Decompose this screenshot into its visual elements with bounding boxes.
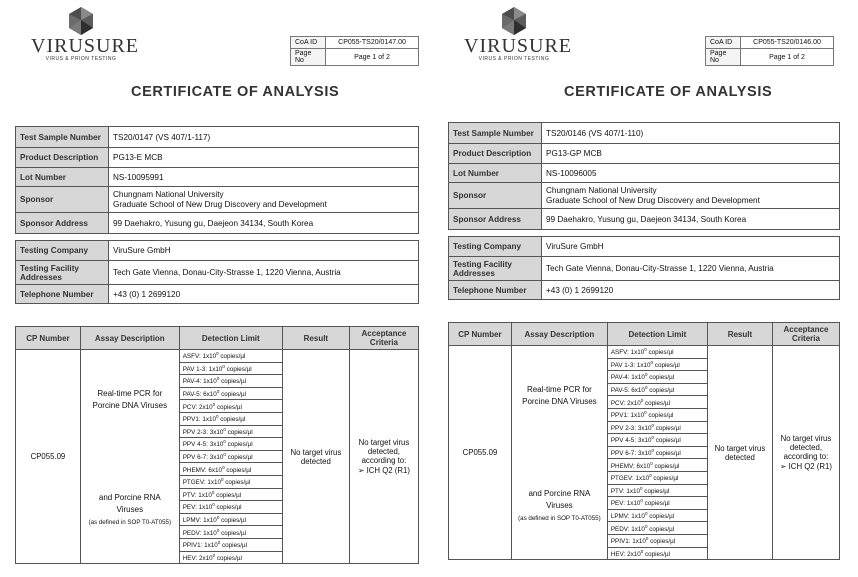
- limit-mantissa: 1x10: [203, 378, 217, 386]
- detection-limit-cell: PPV 2-3: $3x10^0$ copies/µl: [607, 421, 707, 434]
- detection-limit-cell: PTV: $1x10^0$ copies/µl: [607, 484, 707, 497]
- limit-unit: copies/µl: [226, 365, 252, 373]
- virus-name: PPV 2-3: [610, 424, 635, 432]
- detection-limit-cell: PEV: $1x10^0$ copies/µl: [179, 501, 282, 514]
- limit-unit: copies/µl: [221, 378, 247, 386]
- limit-exponent: 0: [221, 477, 224, 483]
- limit-mantissa: 1x10: [631, 525, 645, 533]
- detection-limit-cell: PPV 6-7: $3x10^0$ copies/µl: [179, 450, 282, 463]
- limit-mantissa: 1x10: [198, 504, 213, 512]
- sponsor-school: Graduate School of New Drug Discovery and Development: [113, 199, 327, 209]
- limit-unit: copies/µl: [220, 353, 246, 361]
- header-assay-description: Assay Description: [511, 323, 607, 346]
- coa-id-value: CP055-TS20/0146.00: [741, 37, 834, 49]
- sop-reference: (as defined in SOP T0-AT055): [518, 515, 601, 522]
- detection-limit-cell: PPV1: $1x10^0$ copies/µl: [607, 408, 707, 421]
- limit-unit: copies/µl: [649, 374, 675, 382]
- limit-unit: copies/µl: [648, 412, 674, 420]
- assay-description-cell: [80, 350, 179, 564]
- limit-exponent: 0: [222, 464, 225, 470]
- virus-name: PCV: [182, 403, 196, 411]
- detection-limit-cell: PPV 6-7: $3x10^0$ copies/µl: [607, 446, 707, 459]
- limit-unit: copies/µl: [227, 441, 253, 449]
- limit-exponent: 0: [222, 363, 225, 369]
- header-result: Result: [282, 327, 349, 350]
- page-no-value: Page 1 of 2: [326, 49, 419, 66]
- virus-name: PPV 2-3: [182, 428, 207, 436]
- testing-company-value: ViruSure GmbH: [542, 237, 840, 257]
- telephone-value: +43 (0) 1 2699120: [109, 285, 419, 304]
- dna-assay-line-2: Porcine DNA Viruses: [92, 401, 168, 410]
- limit-mantissa: 1x10: [202, 353, 217, 361]
- lot-number-value: NS-10095991: [109, 168, 419, 187]
- virus-name: PTV: [182, 491, 195, 499]
- limit-unit: copies/µl: [648, 349, 674, 357]
- arrow-bullet-icon: ➢: [779, 462, 787, 472]
- detection-limit-cell: PPIV1: $1x10^0$ copies/µl: [607, 534, 707, 547]
- virus-name: PEV: [182, 504, 196, 512]
- acceptance-criteria-cell: [772, 346, 839, 560]
- limit-unit: copies/µl: [650, 538, 676, 546]
- testing-info-table: [448, 236, 840, 300]
- limit-unit: copies/µl: [645, 399, 670, 407]
- sample-number-value: TS20/0147 (VS 407/1-117): [109, 127, 419, 148]
- virus-name: PHEMV: [182, 466, 205, 474]
- limit-mantissa: 1x10: [204, 542, 218, 550]
- virus-name: ASFV: [182, 353, 199, 361]
- virusure-logo: [464, 6, 573, 64]
- virus-name: PEV: [610, 500, 624, 508]
- detection-limit-cell: PEDV: $1x10^0$ copies/µl: [179, 526, 282, 539]
- detection-limit-cell: PAV 1-3: $1x10^0$ copies/µl: [607, 358, 707, 371]
- lot-number-label: Lot Number: [16, 168, 109, 187]
- virus-name: PEDV: [182, 529, 200, 537]
- limit-unit: copies/µl: [221, 391, 247, 399]
- detection-limit-cell: PPIV1: $1x10^0$ copies/µl: [179, 538, 282, 551]
- virus-name: PCV: [610, 399, 624, 407]
- page-no-value: Page 1 of 2: [741, 49, 834, 66]
- limit-mantissa: 1x10: [631, 513, 645, 521]
- limit-exponent: 0: [216, 389, 220, 395]
- limit-unit: copies/µl: [655, 450, 681, 458]
- sample-info-table: [448, 122, 840, 230]
- limit-unit: copies/µl: [654, 361, 680, 369]
- limit-unit: copies/µl: [221, 529, 247, 537]
- sponsor-address-value: 99 Daehakro, Yusung gu, Daejeon 34134, South Korea: [542, 209, 840, 230]
- detection-limit-cell: PPV 4-5: $3x10^0$ copies/µl: [607, 434, 707, 447]
- limit-unit: copies/µl: [227, 454, 253, 462]
- detection-limit-cell: HEV: $2x10^0$ copies/µl: [179, 551, 282, 564]
- limit-mantissa: 1x10: [203, 517, 217, 525]
- limit-mantissa: 3x10: [637, 424, 652, 432]
- limit-exponent: 0: [216, 527, 220, 533]
- sample-info-table: [15, 126, 419, 234]
- virus-name: PPV 4-5: [182, 441, 207, 449]
- limit-unit: copies/µl: [220, 416, 246, 424]
- detection-limit-cell: LPMV: $1x10^0$ copies/µl: [607, 509, 707, 522]
- limit-unit: copies/µl: [649, 525, 675, 533]
- virus-name: HEV: [182, 554, 196, 562]
- detection-limit-cell: ASFV: $1x10^0$ copies/µl: [179, 350, 282, 363]
- logo-wordmark: VIRUSURE: [464, 35, 573, 57]
- limit-unit: copies/µl: [216, 491, 242, 499]
- result-line-1: No target virus: [714, 443, 766, 453]
- header-assay-description: Assay Description: [80, 327, 179, 350]
- sponsor-name: Chungnam National University: [546, 185, 657, 195]
- virus-name: PTGEV: [610, 475, 632, 483]
- limit-unit: copies/µl: [649, 387, 675, 395]
- limit-mantissa: 1x10: [202, 416, 216, 424]
- limit-exponent: 0: [650, 460, 653, 466]
- sponsor-value: [109, 187, 419, 213]
- cp-number-cell: CP055.09: [16, 350, 81, 564]
- assay-table: [448, 322, 840, 560]
- criteria-line-1: No target virus: [358, 438, 410, 448]
- detection-limit-cell: PHEMV: $6x10^0$ copies/µl: [179, 463, 282, 476]
- coa-id-box: [705, 36, 834, 66]
- limit-unit: copies/µl: [649, 513, 675, 521]
- detection-limit-cell: PAV-5: $6x10^0$ copies/µl: [179, 387, 282, 400]
- header-detection-limit: Detection Limit: [607, 323, 707, 346]
- testing-company-label: Testing Company: [449, 237, 542, 257]
- limit-exponent: 0: [649, 473, 652, 479]
- page-no-label: Page No: [291, 49, 326, 66]
- rna-assay-line-2: Viruses: [116, 505, 144, 514]
- coa-id-label: CoA ID: [291, 37, 326, 49]
- assay-table: [15, 326, 419, 564]
- header-detection-limit: Detection Limit: [179, 327, 282, 350]
- dna-assay-line-1: Real-time PCR for: [526, 385, 592, 394]
- ich-guideline: ICH Q2 (R1): [788, 462, 832, 472]
- testing-company-label: Testing Company: [16, 241, 109, 261]
- limit-exponent: 0: [212, 401, 216, 407]
- limit-unit: copies/µl: [655, 424, 681, 432]
- limit-mantissa: 3x10: [209, 454, 224, 462]
- lot-number-value: NS-10096005: [542, 164, 840, 183]
- limit-unit: copies/µl: [221, 517, 247, 525]
- logo-icon: [66, 6, 96, 36]
- sponsor-name: Chungnam National University: [113, 189, 224, 199]
- virus-name: PTGEV: [182, 479, 204, 487]
- limit-mantissa: 1x10: [626, 500, 641, 508]
- limit-unit: copies/µl: [216, 554, 242, 562]
- product-description-value: PG13-E MCB: [109, 148, 419, 168]
- virus-name: PAV 1-3: [610, 361, 634, 369]
- assay-description-cell: [511, 346, 607, 560]
- limit-exponent: 0: [216, 376, 220, 382]
- detection-limit-cell: PTV: $1x10^0$ copies/µl: [179, 488, 282, 501]
- header-cp-number: CP Number: [449, 323, 512, 346]
- arrow-bullet-icon: ➢: [357, 466, 365, 476]
- logo-tagline: VIRUS & PRION TESTING: [45, 56, 117, 62]
- certificate-title: CERTIFICATE OF ANALYSIS: [564, 84, 773, 100]
- limit-mantissa: 1x10: [203, 529, 217, 537]
- virus-name: PAV 1-3: [182, 365, 206, 373]
- header-acceptance-criteria: Acceptance Criteria: [349, 327, 418, 350]
- limit-mantissa: 2x10: [627, 399, 641, 407]
- coa-id-label: CoA ID: [706, 37, 741, 49]
- limit-mantissa: 1x10: [635, 475, 650, 483]
- limit-exponent: 0: [212, 552, 216, 558]
- limit-exponent: 0: [223, 452, 226, 457]
- virus-name: PAV-5: [182, 391, 200, 399]
- limit-exponent: 0: [644, 523, 648, 529]
- cp-number-cell: CP055.09: [449, 346, 512, 560]
- sample-number-value: TS20/0146 (VS 407/1-110): [542, 123, 840, 144]
- detection-limit-cell: HEV: $2x10^0$ copies/µl: [607, 547, 707, 560]
- limit-exponent: 0: [645, 536, 649, 542]
- certificate-right: [438, 0, 858, 577]
- detection-limit-cell: PCV: $2x10^0$ copies/µl: [607, 396, 707, 409]
- virus-name: PPIV1: [182, 542, 201, 550]
- limit-mantissa: 6x10: [636, 462, 651, 470]
- dna-assay-text: [81, 388, 179, 412]
- acceptance-criteria-cell: [349, 350, 418, 564]
- certificate-left: [5, 0, 425, 577]
- limit-unit: copies/µl: [227, 428, 253, 436]
- ich-guideline: ICH Q2 (R1): [366, 466, 410, 476]
- logo-tagline: VIRUS & PRION TESTING: [478, 56, 550, 62]
- virus-name: HEV: [610, 550, 624, 558]
- testing-company-value: ViruSure GmbH: [109, 241, 419, 261]
- detection-limit-cell: PEV: $1x10^0$ copies/µl: [607, 497, 707, 510]
- limit-unit: copies/µl: [644, 487, 670, 495]
- result-line-2: detected: [724, 452, 755, 462]
- virus-name: PPV 6-7: [610, 450, 635, 458]
- limit-exponent: 0: [640, 548, 644, 554]
- virus-name: LPMV: [610, 513, 628, 521]
- product-description-label: Product Description: [16, 148, 109, 168]
- dna-assay-line-1: Real-time PCR for: [97, 389, 163, 398]
- product-description-label: Product Description: [449, 144, 542, 164]
- lot-number-label: Lot Number: [449, 164, 542, 183]
- virus-name: PAV-4: [610, 374, 628, 382]
- detection-limit-cell: ASFV: $1x10^0$ copies/µl: [607, 346, 707, 359]
- limit-mantissa: 1x10: [207, 479, 222, 487]
- limit-mantissa: 1x10: [626, 487, 641, 495]
- limit-exponent: 0: [640, 485, 643, 491]
- result-line-1: No target virus: [290, 447, 342, 457]
- limit-mantissa: 6x10: [631, 387, 645, 395]
- header-cp-number: CP Number: [16, 327, 81, 350]
- sponsor-label: Sponsor: [449, 183, 542, 209]
- limit-unit: copies/µl: [653, 475, 679, 483]
- limit-unit: copies/µl: [225, 479, 251, 487]
- limit-mantissa: 6x10: [203, 391, 217, 399]
- limit-unit: copies/µl: [216, 504, 242, 512]
- criteria-line-2: detected,: [789, 443, 822, 453]
- sponsor-address-label: Sponsor Address: [449, 209, 542, 230]
- virus-name: ASFV: [610, 349, 628, 357]
- ich-reference: [776, 462, 836, 471]
- limit-exponent: 0: [644, 347, 647, 353]
- detection-limit-cell: PEDV: $1x10^0$ copies/µl: [607, 522, 707, 535]
- detection-limit-cell: PPV 2-3: $3x10^0$ copies/µl: [179, 425, 282, 438]
- virus-name: PEDV: [610, 525, 628, 533]
- limit-exponent: 0: [640, 397, 644, 403]
- limit-exponent: 0: [211, 489, 215, 495]
- virus-name: PTV: [610, 487, 623, 495]
- limit-exponent: 0: [644, 410, 647, 416]
- limit-exponent: 0: [216, 351, 219, 357]
- logo-icon: [499, 6, 529, 36]
- telephone-label: Telephone Number: [16, 285, 109, 304]
- testing-facility-value: Tech Gate Vienna, Donau-City-Strasse 1, 1220 Vienna, Austria: [109, 261, 419, 285]
- telephone-label: Telephone Number: [449, 281, 542, 300]
- header-result: Result: [707, 323, 772, 346]
- dna-assay-line-2: Porcine DNA Viruses: [522, 397, 597, 406]
- limit-exponent: 0: [223, 426, 226, 432]
- rna-assay-text: [81, 492, 179, 529]
- virus-name: PAV-4: [182, 378, 200, 386]
- virus-name: PPV1: [610, 412, 627, 420]
- limit-unit: copies/µl: [655, 437, 681, 445]
- limit-mantissa: 3x10: [637, 437, 652, 445]
- sample-number-label: Test Sample Number: [16, 127, 109, 148]
- telephone-value: +43 (0) 1 2699120: [542, 281, 840, 300]
- detection-limit-cell: PAV 1-3: $1x10^0$ copies/µl: [179, 362, 282, 375]
- detection-limit-cell: PTGEV: $1x10^0$ copies/µl: [607, 471, 707, 484]
- limit-mantissa: 2x10: [198, 554, 213, 562]
- criteria-line-3: according to:: [361, 456, 407, 466]
- limit-exponent: 0: [217, 540, 221, 546]
- limit-unit: copies/µl: [226, 466, 252, 474]
- rna-assay-line-1: and Porcine RNA: [528, 489, 591, 498]
- limit-exponent: 0: [644, 385, 648, 391]
- testing-facility-value: Tech Gate Vienna, Donau-City-Strasse 1, 1220 Vienna, Austria: [542, 257, 840, 281]
- rna-assay-text: [512, 488, 607, 525]
- detection-limit-cell: LPMV: $1x10^0$ copies/µl: [179, 513, 282, 526]
- limit-mantissa: 1x10: [636, 361, 651, 369]
- sponsor-address-value: 99 Daehakro, Yusung gu, Daejeon 34134, South Korea: [109, 213, 419, 234]
- limit-exponent: 0: [216, 514, 220, 520]
- coa-id-box: [290, 36, 419, 66]
- limit-mantissa: 3x10: [637, 450, 652, 458]
- sop-reference: (as defined in SOP T0-AT055): [88, 519, 172, 526]
- limit-mantissa: 3x10: [209, 428, 224, 436]
- detection-limit-cell: PCV: $2x10^0$ copies/µl: [179, 400, 282, 413]
- ich-reference: [353, 466, 415, 475]
- criteria-line-3: according to:: [783, 452, 829, 462]
- limit-mantissa: 2x10: [198, 403, 213, 411]
- sponsor-address-label: Sponsor Address: [16, 213, 109, 234]
- header-acceptance-criteria: Acceptance Criteria: [772, 323, 839, 346]
- limit-mantissa: 1x10: [630, 412, 645, 420]
- testing-facility-label: Testing Facility Addresses: [449, 257, 542, 281]
- limit-exponent: 0: [651, 422, 654, 428]
- virus-name: PPV1: [182, 416, 199, 424]
- certificate-title: CERTIFICATE OF ANALYSIS: [131, 84, 340, 100]
- sample-number-label: Test Sample Number: [449, 123, 542, 144]
- limit-mantissa: 1x10: [630, 349, 645, 357]
- limit-exponent: 0: [223, 439, 226, 445]
- result-cell: [282, 350, 349, 564]
- virus-name: PHEMV: [610, 462, 634, 470]
- detection-limit-cell: PPV 4-5: $3x10^0$ copies/µl: [179, 438, 282, 451]
- detection-limit-cell: PHEMV: $6x10^0$ copies/µl: [607, 459, 707, 472]
- rna-assay-line-2: Viruses: [546, 501, 573, 510]
- limit-unit: copies/µl: [222, 542, 247, 550]
- virus-name: LPMV: [182, 517, 200, 525]
- limit-mantissa: 2x10: [627, 550, 641, 558]
- result-line-2: detected: [300, 456, 331, 466]
- testing-info-table: [15, 240, 419, 304]
- page-no-label: Page No: [706, 49, 741, 66]
- detection-limit-cell: PAV-4: $1x10^0$ copies/µl: [607, 371, 707, 384]
- limit-mantissa: 1x10: [198, 491, 212, 499]
- detection-limit-cell: PTGEV: $1x10^0$ copies/µl: [179, 475, 282, 488]
- limit-exponent: 0: [650, 359, 654, 365]
- detection-limit-cell: PPV1: $1x10^0$ copies/µl: [179, 412, 282, 425]
- sponsor-school: Graduate School of New Drug Discovery and Development: [546, 195, 760, 205]
- limit-mantissa: 1x10: [208, 365, 223, 373]
- criteria-line-2: detected,: [367, 447, 400, 457]
- coa-id-value: CP055-TS20/0147.00: [326, 37, 419, 49]
- limit-unit: copies/µl: [645, 550, 670, 558]
- criteria-line-1: No target virus: [780, 434, 832, 444]
- limit-mantissa: 6x10: [208, 466, 223, 474]
- limit-unit: copies/µl: [644, 500, 670, 508]
- limit-unit: copies/µl: [654, 462, 680, 470]
- virusure-logo: [31, 6, 140, 64]
- result-cell: [707, 346, 772, 560]
- limit-mantissa: 3x10: [209, 441, 224, 449]
- limit-exponent: 0: [644, 372, 648, 378]
- limit-exponent: 0: [640, 498, 643, 504]
- limit-exponent: 0: [651, 448, 654, 453]
- limit-mantissa: 1x10: [631, 374, 645, 382]
- testing-facility-label: Testing Facility Addresses: [16, 261, 109, 285]
- limit-mantissa: 1x10: [632, 538, 646, 546]
- limit-exponent: 0: [216, 414, 219, 420]
- limit-unit: copies/µl: [216, 403, 242, 411]
- sponsor-label: Sponsor: [16, 187, 109, 213]
- virus-name: PPV 4-5: [610, 437, 635, 445]
- sponsor-value: [542, 183, 840, 209]
- product-description-value: PG13-GP MCB: [542, 144, 840, 164]
- virus-name: PAV-5: [610, 387, 628, 395]
- limit-exponent: 0: [651, 435, 654, 441]
- rna-assay-line-1: and Porcine RNA: [98, 493, 161, 502]
- limit-exponent: 0: [212, 502, 215, 508]
- limit-exponent: 0: [644, 510, 648, 516]
- logo-wordmark: VIRUSURE: [31, 35, 140, 57]
- virus-name: PPV 6-7: [182, 454, 207, 462]
- dna-assay-text: [512, 384, 607, 408]
- virus-name: PPIV1: [610, 538, 629, 546]
- detection-limit-cell: PAV-5: $6x10^0$ copies/µl: [607, 383, 707, 396]
- detection-limit-cell: PAV-4: $1x10^0$ copies/µl: [179, 375, 282, 388]
